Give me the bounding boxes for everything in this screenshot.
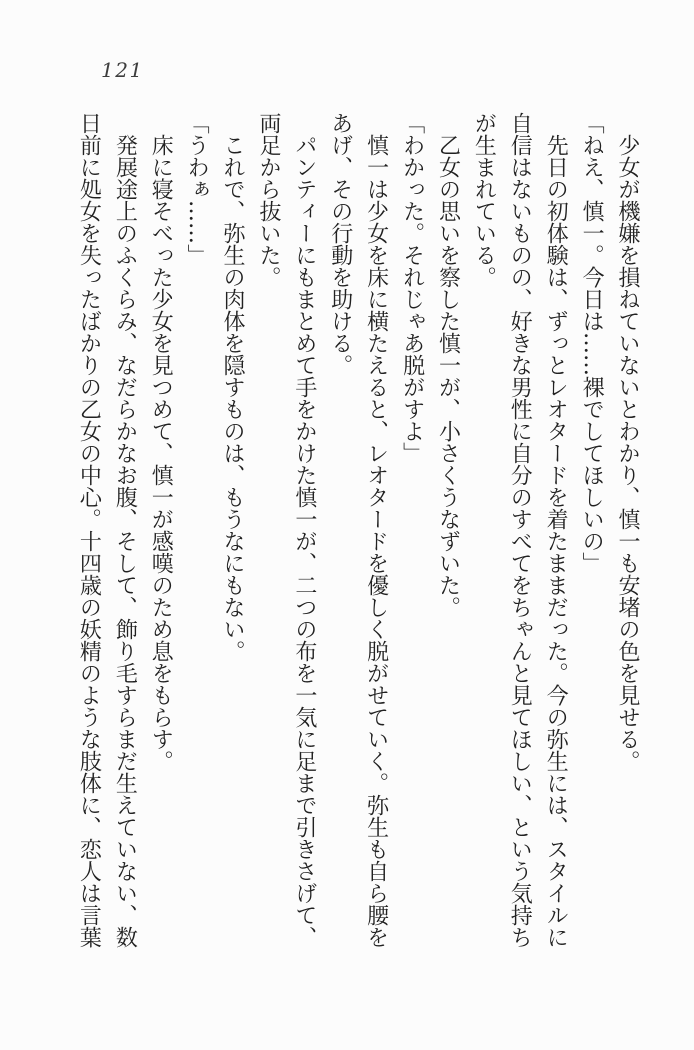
paragraph: これで、弥生の肉体を隠すものは、もうなにもない。 — [220, 134, 246, 662]
paragraph: 床に寝そべった少女を見つめて、慎一が感嘆のため息をもらす。 — [148, 134, 174, 772]
paragraph: 発展途上のふくらみ、なだらかなお腹、そして、飾り毛すらまだ生えていない、数日前に処女を失ったばかりの乙女の中心。十四歳の妖精のような肢体に、恋人は言葉 — [76, 112, 138, 948]
dialogue-paragraph: 「ねえ、慎一。今日は……裸でしてほしいの」 — [579, 112, 605, 574]
paragraph: パンティーにもまとめて手をかけた慎一が、二つの布を一気に足まで引きさげて、両足から抜いた。 — [255, 112, 317, 948]
dialogue-paragraph: 「わかった。それじゃあ脱がすよ」 — [399, 112, 425, 464]
paragraph: 乙女の思いを察した慎一が、小さくうなずいた。 — [435, 134, 461, 618]
paragraph: 慎一は少女を床に横たえると、レオタードを優しく脱がせていく。弥生も自ら腰をあげ、その行動を助ける。 — [327, 112, 389, 948]
vertical-text-block — [67, 112, 645, 954]
paragraph: 少女が機嫌を損ねていないとわかり、慎一も安堵の色を見せる。 — [615, 134, 640, 772]
page-number: 121 — [101, 58, 144, 82]
paragraph: 先日の初体験は、ずっとレオタードを着たままだった。今の弥生には、スタイルに自信はないものの、好きな男性に自分のすべてをちゃんと見てほしい、という気持ちが生まれている。 — [471, 112, 569, 948]
dialogue-paragraph: 「うわぁ……」 — [184, 112, 210, 266]
